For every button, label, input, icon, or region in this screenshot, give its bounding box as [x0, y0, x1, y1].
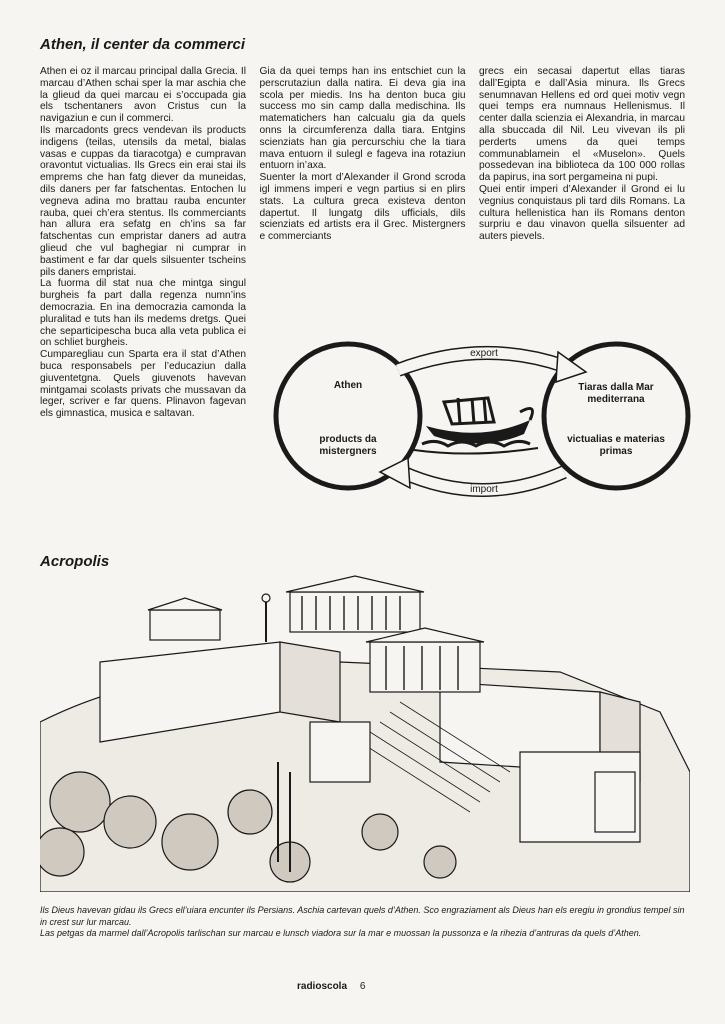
page-title: Athen, il center da commerci [40, 36, 246, 53]
caption-line: Las petgas da marmel dall’Acropolis tarlischan sur marcau e lunsch viadora sur la mar e muossan la pussonza e la rihezia d’antruras da quels d’Athen. [40, 928, 642, 938]
page-number: 6 [359, 981, 366, 992]
mediterranean-label: Tiaras dalla Mar mediterrana [578, 382, 654, 405]
paragraph: Quei entir imperi d’Alexander il Grond ei lu vegnius conquistaus pli tard dils Romans. La cultura hellenistica han ils Romans denton surpriu e dau vinavon quella silsuenter ad auters pievels. [479, 183, 685, 243]
publication-name: radioscola [297, 981, 348, 992]
victuals-label: victualias e materias primas [567, 434, 665, 457]
paragraph: Athen ei oz il marcau principal dalla Grecia. Il marcau d’Athen schai sper la mar aschia che la glieud da quei marcau ei s’occupada gia els tschentaners avon Cristus cun la navigaziun e cun il commerci. [40, 66, 246, 125]
paragraph: grecs ein secasai dapertut ellas tiaras dall’Egipta e dall’Asia minura. Ils Grecs senumnavan Hellens ed ord quei motiv vegn quei temps era numnaus Hellenismus. Il center dalla scienzia ei Alexandria, in marcau alla sbuccada dil Nil. Leu vivevan ils pli perderts umens da quei temps communablamein el «Muselon». Quels possedevan ina biblioteca da 100 000 rollas da papirus, ina sort pergameina ni pupi. [479, 66, 685, 184]
athen-products-label: products da mistergners [319, 434, 377, 457]
column-1 [40, 66, 246, 420]
acropolis-drawing [40, 572, 690, 892]
export-arrowhead [556, 352, 586, 382]
trade-diagram [268, 338, 693, 518]
caption [40, 905, 690, 940]
import-label: import [470, 484, 498, 495]
paragraph: Suenter la mort d’Alexander il Grond scroda igl immens imperi e vegn partius si en plirs stats. La cultura greca existeva denton dapertut. Il lungatg dils ufficials, dils scienziats ed artists era il Grec. Mistergners e commerciants [259, 172, 466, 243]
athen-label: Athen [333, 380, 363, 391]
paragraph: Cumparegliau cun Sparta era il stat d’Athen buca responsabels per l’educaziun dalla giuventetgna. Quels giuvenots havevan mintgamai scolasts privats che mussavan da leger, scriver e far quens. Plinavon fagevan els gimnastica, musica e saltavan. [40, 349, 246, 420]
paragraph: La fuorma dil stat nua che mintga singul burgheis fa part dalla regenza numn’ins democrazia. En ina democrazia camonda la pluralitad e tuts han ils medems dretgs. Quei che separticipescha buca alla veta publica ei on schliet burgheis. [40, 278, 246, 349]
caption-line: Ils Dieus havevan gidau ils Grecs ell’uiara encunter ils Persians. Aschia cartevan quels d’Athen. Sco engraziament als Dieus han els eregiu in grondius tempel sin in crest sur lur marcau. [40, 905, 685, 927]
page-footer [297, 981, 365, 992]
greek-ship-icon [414, 398, 538, 454]
paragraph: Ils marcadonts grecs vendevan ils products indigens (teilas, utensils da metal, bialas vasas e cuppas da tiaracotga) e cumpravan oravontut victualias. Ils Grecs ein erai stai ils emprems che han fatg diever da muneidas, dils daners per far fatschentas. Entochen lu vegneva adina mo brattau rauba encunter rauba, quei ch’era stentus. Ils commerciants han allura era sefatg en ch’ins sa far fatschentas cun empristar daners ad autra glieud che vul baghegiar ni cumprar in bastiment e far dar quels silsuenter tscheins pils daners empristai. [40, 124, 246, 278]
section-title: Acropolis [40, 553, 110, 570]
acropolis-illustration [40, 572, 690, 892]
export-label: export [470, 348, 498, 359]
import-arrowhead [380, 458, 410, 488]
paragraph: Gia da quei temps han ins entschiet cun la perscrutaziun dalla natira. Ei deva gia ina scola per miedis. Ins ha denton buca giu success mo sin camp dalla medischina. Ils matematichers han calcualu gia da quels onns la circumferenza dalla tiara. Entgins scienziats han gia percurschiu che la tiara mava entuorn il sulegl e fageva ina rotaziun entuorn in’axa. [259, 66, 466, 172]
